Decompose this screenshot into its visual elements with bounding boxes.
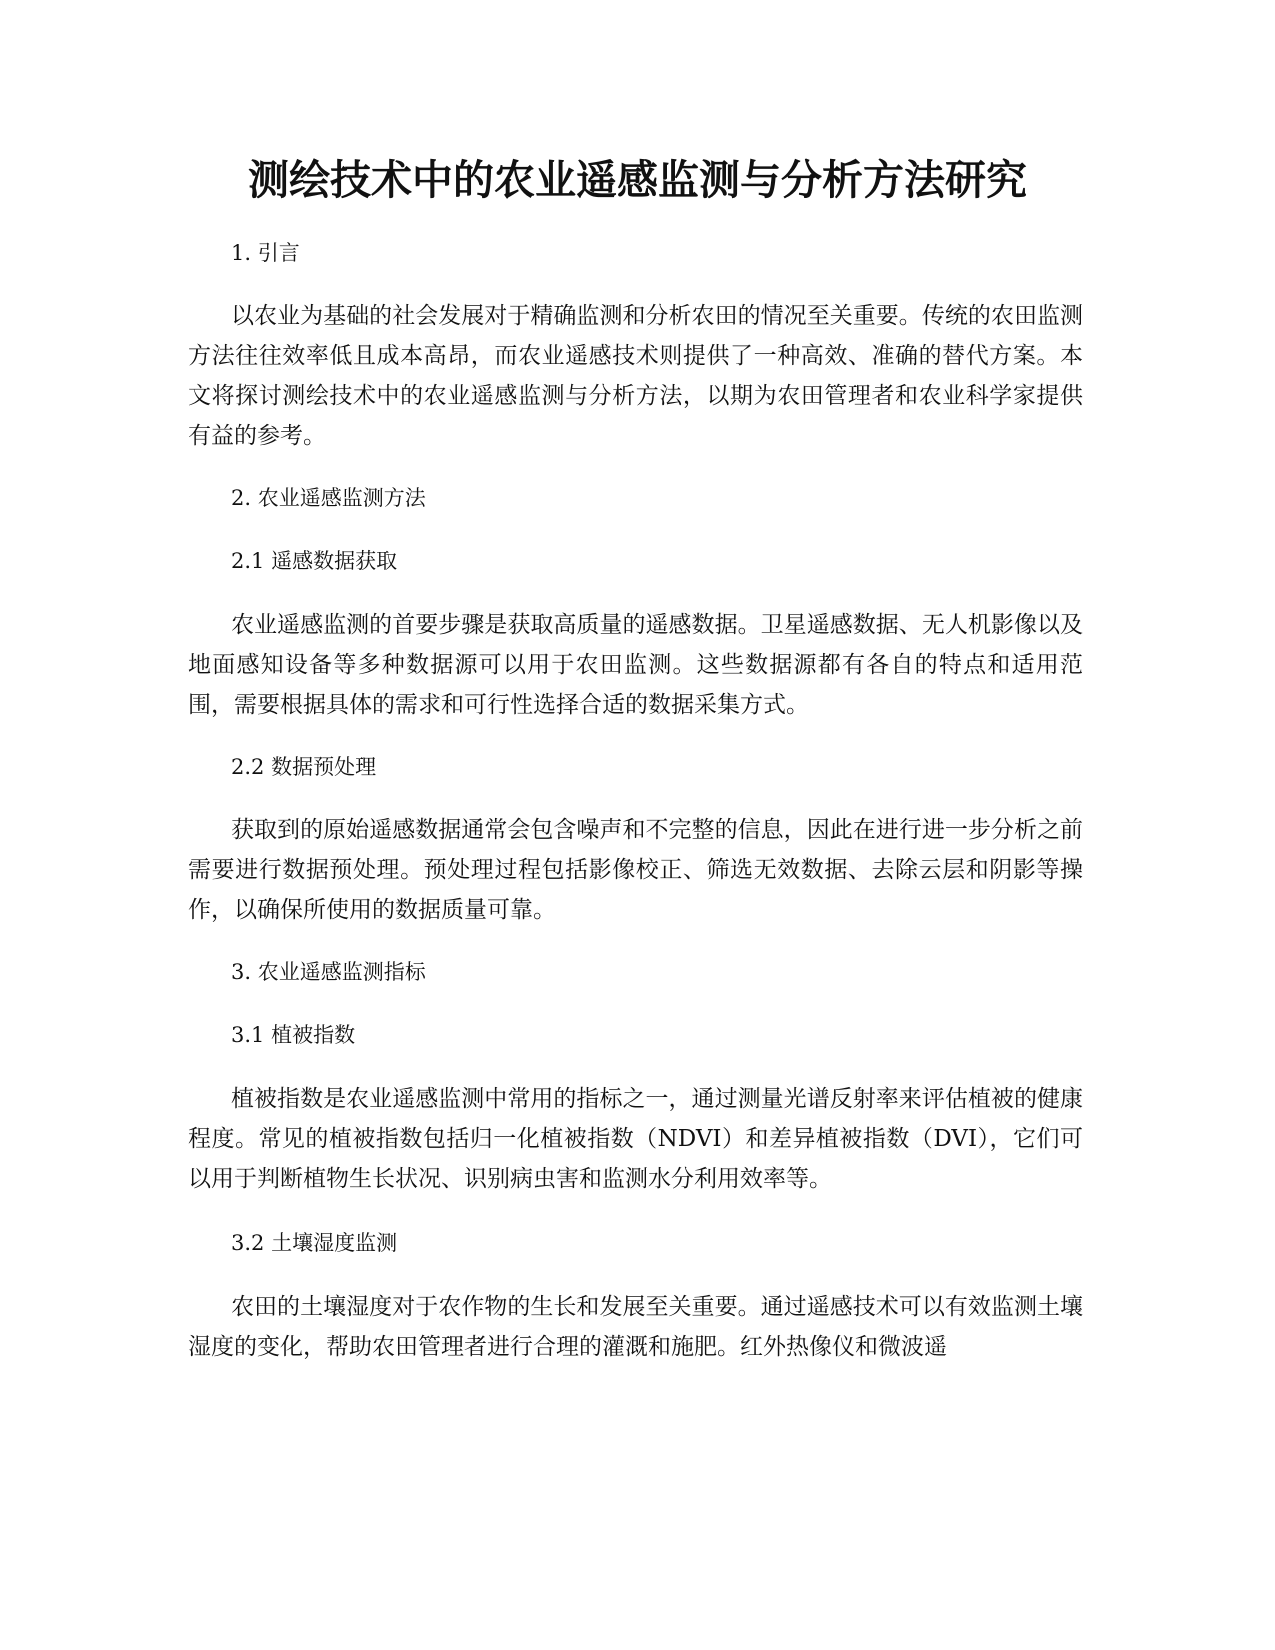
data-acquisition-paragraph: 农业遥感监测的首要步骤是获取高质量的遥感数据。卫星遥感数据、无人机影像以及地面感知设备等多种数据源可以用于农田监测。这些数据源都有各自的特点和适用范围，需要根据具体的需求和可行性选择合适的数据采集方式。 [188,612,1083,718]
section-heading-preprocessing: 2.2 数据预处理 [231,755,377,779]
section-heading-monitoring-methods: 2. 农业遥感监测方法 [231,486,426,510]
section-heading-introduction: 1. 引言 [231,241,300,265]
vegetation-index-paragraph: 植被指数是农业遥感监测中常用的指标之一，通过测量光谱反射率来评估植被的健康程度。常见的植被指数包括归一化植被指数（NDVI）和差异植被指数（DVI），它们可以用于判断植物生长状况、识别病虫害和监测水分利用效率等。 [188,1086,1083,1192]
introduction-paragraph: 以农业为基础的社会发展对于精确监测和分析农田的情况至关重要。传统的农田监测方法往往效率低且成本高昂，而农业遥感技术则提供了一种高效、准确的替代方案。本文将探讨测绘技术中的农业遥感监测与分析方法，以期为农田管理者和农业科学家提供有益的参考。 [188,303,1083,449]
section-heading-data-acquisition: 2.1 遥感数据获取 [231,549,398,573]
section-heading-soil-moisture: 3.2 土壤湿度监测 [231,1231,398,1255]
section-heading-monitoring-indicators: 3. 农业遥感监测指标 [231,960,426,984]
soil-moisture-paragraph: 农田的土壤湿度对于农作物的生长和发展至关重要。通过遥感技术可以有效监测土壤湿度的变化，帮助农田管理者进行合理的灌溉和施肥。红外热像仪和微波遥 [188,1294,1083,1360]
document-title: 测绘技术中的农业遥感监测与分析方法研究 [248,156,1027,204]
section-heading-vegetation-index: 3.1 植被指数 [231,1023,356,1047]
preprocessing-paragraph: 获取到的原始遥感数据通常会包含噪声和不完整的信息，因此在进行进一步分析之前需要进行数据预处理。预处理过程包括影像校正、筛选无效数据、去除云层和阴影等操作，以确保所使用的数据质量可靠。 [188,817,1083,923]
